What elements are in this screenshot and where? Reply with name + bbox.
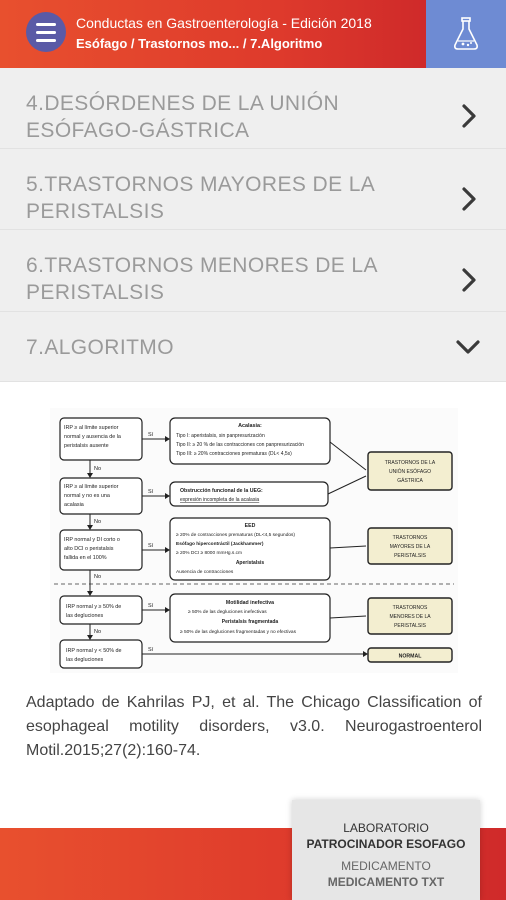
figure-citation: Adaptado de Kahrilas PJ, et al. The Chicago Classification of esophageal motility disorders, v3.0. Neurogastroenterol Motil.2015;27(2):160-74. bbox=[26, 694, 482, 759]
no-label-1: No bbox=[94, 466, 102, 472]
b3-line2: ≥ 20% de contracciones prematuras (DL<4,5 segundos) bbox=[176, 533, 296, 538]
q5-line2: las degluciones bbox=[66, 657, 104, 663]
section-4-label bbox=[26, 90, 339, 144]
b3-line5: Aperistalsis bbox=[235, 560, 265, 566]
b1-line1: Acalasia: bbox=[238, 423, 262, 429]
no-label-4: No bbox=[94, 629, 102, 635]
r2-line1: TRASTORNOS bbox=[392, 535, 428, 541]
chevron-right-icon bbox=[462, 104, 476, 128]
app-logo-button[interactable] bbox=[426, 0, 506, 68]
b4-line2: ≥ 50% de las degluciones inefectivas bbox=[188, 610, 267, 615]
b4-line3: Peristalsis fragmentada bbox=[221, 619, 279, 625]
si-label-2: Sí bbox=[148, 489, 154, 495]
q1-line1: IRP ≥ al límite superior bbox=[64, 425, 119, 431]
hamburger-menu-icon[interactable] bbox=[26, 12, 66, 52]
r4-line1: NORMAL bbox=[398, 653, 422, 660]
question-box-1 bbox=[60, 418, 142, 460]
question-box-4 bbox=[60, 596, 142, 624]
result-box-normal bbox=[368, 648, 452, 662]
app-header bbox=[0, 0, 506, 68]
q4-line2: las degluciones bbox=[66, 613, 104, 619]
si-label-5: Sí bbox=[148, 647, 154, 653]
sponsor-line1: LABORATORIO bbox=[343, 821, 429, 835]
question-box-5 bbox=[60, 640, 142, 668]
b4-line4: ≥ 50% de las degluciones fragmentadas y no efectivas bbox=[180, 630, 296, 635]
result-box-ueg bbox=[368, 452, 452, 490]
section-6-label bbox=[26, 252, 378, 306]
section-7-item[interactable] bbox=[0, 312, 506, 382]
section-4-line2: ESÓFAGO-GÁSTRICA bbox=[26, 119, 250, 142]
major-disorders-box bbox=[170, 518, 330, 580]
sponsor-line2: PATROCINADOR ESOFAGO bbox=[306, 837, 466, 851]
q1-line2: normal y ausencia de la bbox=[64, 434, 121, 440]
chevron-right-icon bbox=[462, 187, 476, 211]
question-box-2 bbox=[60, 478, 142, 514]
algorithm-figure bbox=[50, 408, 458, 673]
section-6-line2: PERISTALSIS bbox=[26, 281, 165, 304]
b1-line2: Tipo I: aperistalsis, sin panpresurización bbox=[176, 433, 265, 439]
question-box-3 bbox=[60, 530, 142, 570]
b4-line1: Motilidad inefectiva bbox=[225, 600, 275, 606]
algorithm-flowchart bbox=[50, 408, 458, 673]
no-label-3: No bbox=[94, 574, 102, 580]
section-5-line1: 5.TRASTORNOS MAYORES DE LA bbox=[26, 173, 376, 196]
b1-line4: Tipo III: ≥ 20% contracciones prematuras (DL< 4,5s) bbox=[176, 451, 292, 457]
section-5-label bbox=[26, 171, 375, 225]
r3-line3: PERISTALSIS bbox=[394, 623, 426, 629]
q4-line1: IRP normal y ≥ 50% de bbox=[66, 604, 122, 610]
b3-line3: Esófago hipercontráctil (Jackhammer) bbox=[176, 542, 264, 547]
q3-line2: alto DCI o peristalsis bbox=[64, 546, 114, 552]
minor-disorders-box bbox=[170, 594, 330, 642]
b3-line6: Ausencia de contracciones bbox=[176, 570, 234, 575]
q3-line3: fallida en el 100% bbox=[64, 555, 107, 561]
r1-line3: GÁSTRICA bbox=[397, 478, 423, 484]
q2-line2: normal y no es una bbox=[64, 493, 110, 499]
r1-line1: TRASTORNOS DE LA bbox=[384, 460, 436, 466]
no-label-2: No bbox=[94, 519, 102, 525]
q5-line1: IRP normal y < 50% de bbox=[66, 648, 122, 654]
r3-line2: MENORES DE LA bbox=[389, 614, 431, 620]
sponsor-line4: MEDICAMENTO TXT bbox=[327, 875, 445, 889]
q3-line1: IRP normal y DI corto o bbox=[64, 537, 120, 543]
section-6-line1: 6.TRASTORNOS MENORES DE LA bbox=[26, 254, 378, 277]
q1-line3: peristalsis ausente bbox=[64, 443, 109, 449]
b2-line2: expresión incompleta de la acalasia bbox=[180, 497, 260, 503]
b2-line1: Obstrucción funcional de la UEG: bbox=[180, 488, 263, 494]
section-6-item[interactable] bbox=[0, 230, 506, 312]
section-4-item[interactable] bbox=[0, 68, 506, 149]
b3-line4: ≥ 20% DCI ≥ 8000 mmHg.s.cm bbox=[176, 551, 243, 556]
si-label-1: Sí bbox=[148, 432, 154, 438]
app-title: Conductas en Gastroenterología - Edición 2018 bbox=[76, 15, 372, 31]
breadcrumb[interactable]: Esófago / Trastornos mo... / 7.Algoritmo bbox=[76, 36, 323, 51]
r1-line2: UNIÓN ESÓFAGO bbox=[389, 469, 431, 475]
si-label-4: Sí bbox=[148, 603, 154, 609]
section-5-line2: PERISTALSIS bbox=[26, 200, 165, 223]
result-connectors bbox=[328, 442, 366, 618]
sponsor-line3: MEDICAMENTO bbox=[341, 859, 431, 873]
b3-line1: EED bbox=[244, 523, 256, 529]
obstruction-box bbox=[170, 482, 328, 506]
section-5-item[interactable] bbox=[0, 149, 506, 230]
chevron-right-icon bbox=[462, 268, 476, 292]
sponsor-panel[interactable] bbox=[292, 800, 480, 900]
r3-line1: TRASTORNOS bbox=[392, 605, 428, 611]
result-box-minor bbox=[368, 598, 452, 634]
chevron-down-icon bbox=[456, 340, 480, 354]
r2-line3: PERISTALSIS bbox=[394, 553, 426, 559]
b1-line3: Tipo II: ≥ 20 % de las contracciones con panpresurización bbox=[176, 442, 304, 448]
r2-line2: MAYORES DE LA bbox=[389, 544, 431, 550]
section-7-label: 7.ALGORITMO bbox=[26, 336, 174, 359]
si-label-3: Sí bbox=[148, 543, 154, 549]
q2-line1: IRP ≥ al límite superior bbox=[64, 484, 119, 490]
section-4-line1: 4.DESÓRDENES DE LA UNIÓN bbox=[26, 92, 340, 115]
result-box-major bbox=[368, 528, 452, 564]
acalasia-box bbox=[170, 418, 330, 464]
flask-logo-icon bbox=[451, 17, 481, 51]
q2-line3: acalasia bbox=[64, 502, 84, 508]
